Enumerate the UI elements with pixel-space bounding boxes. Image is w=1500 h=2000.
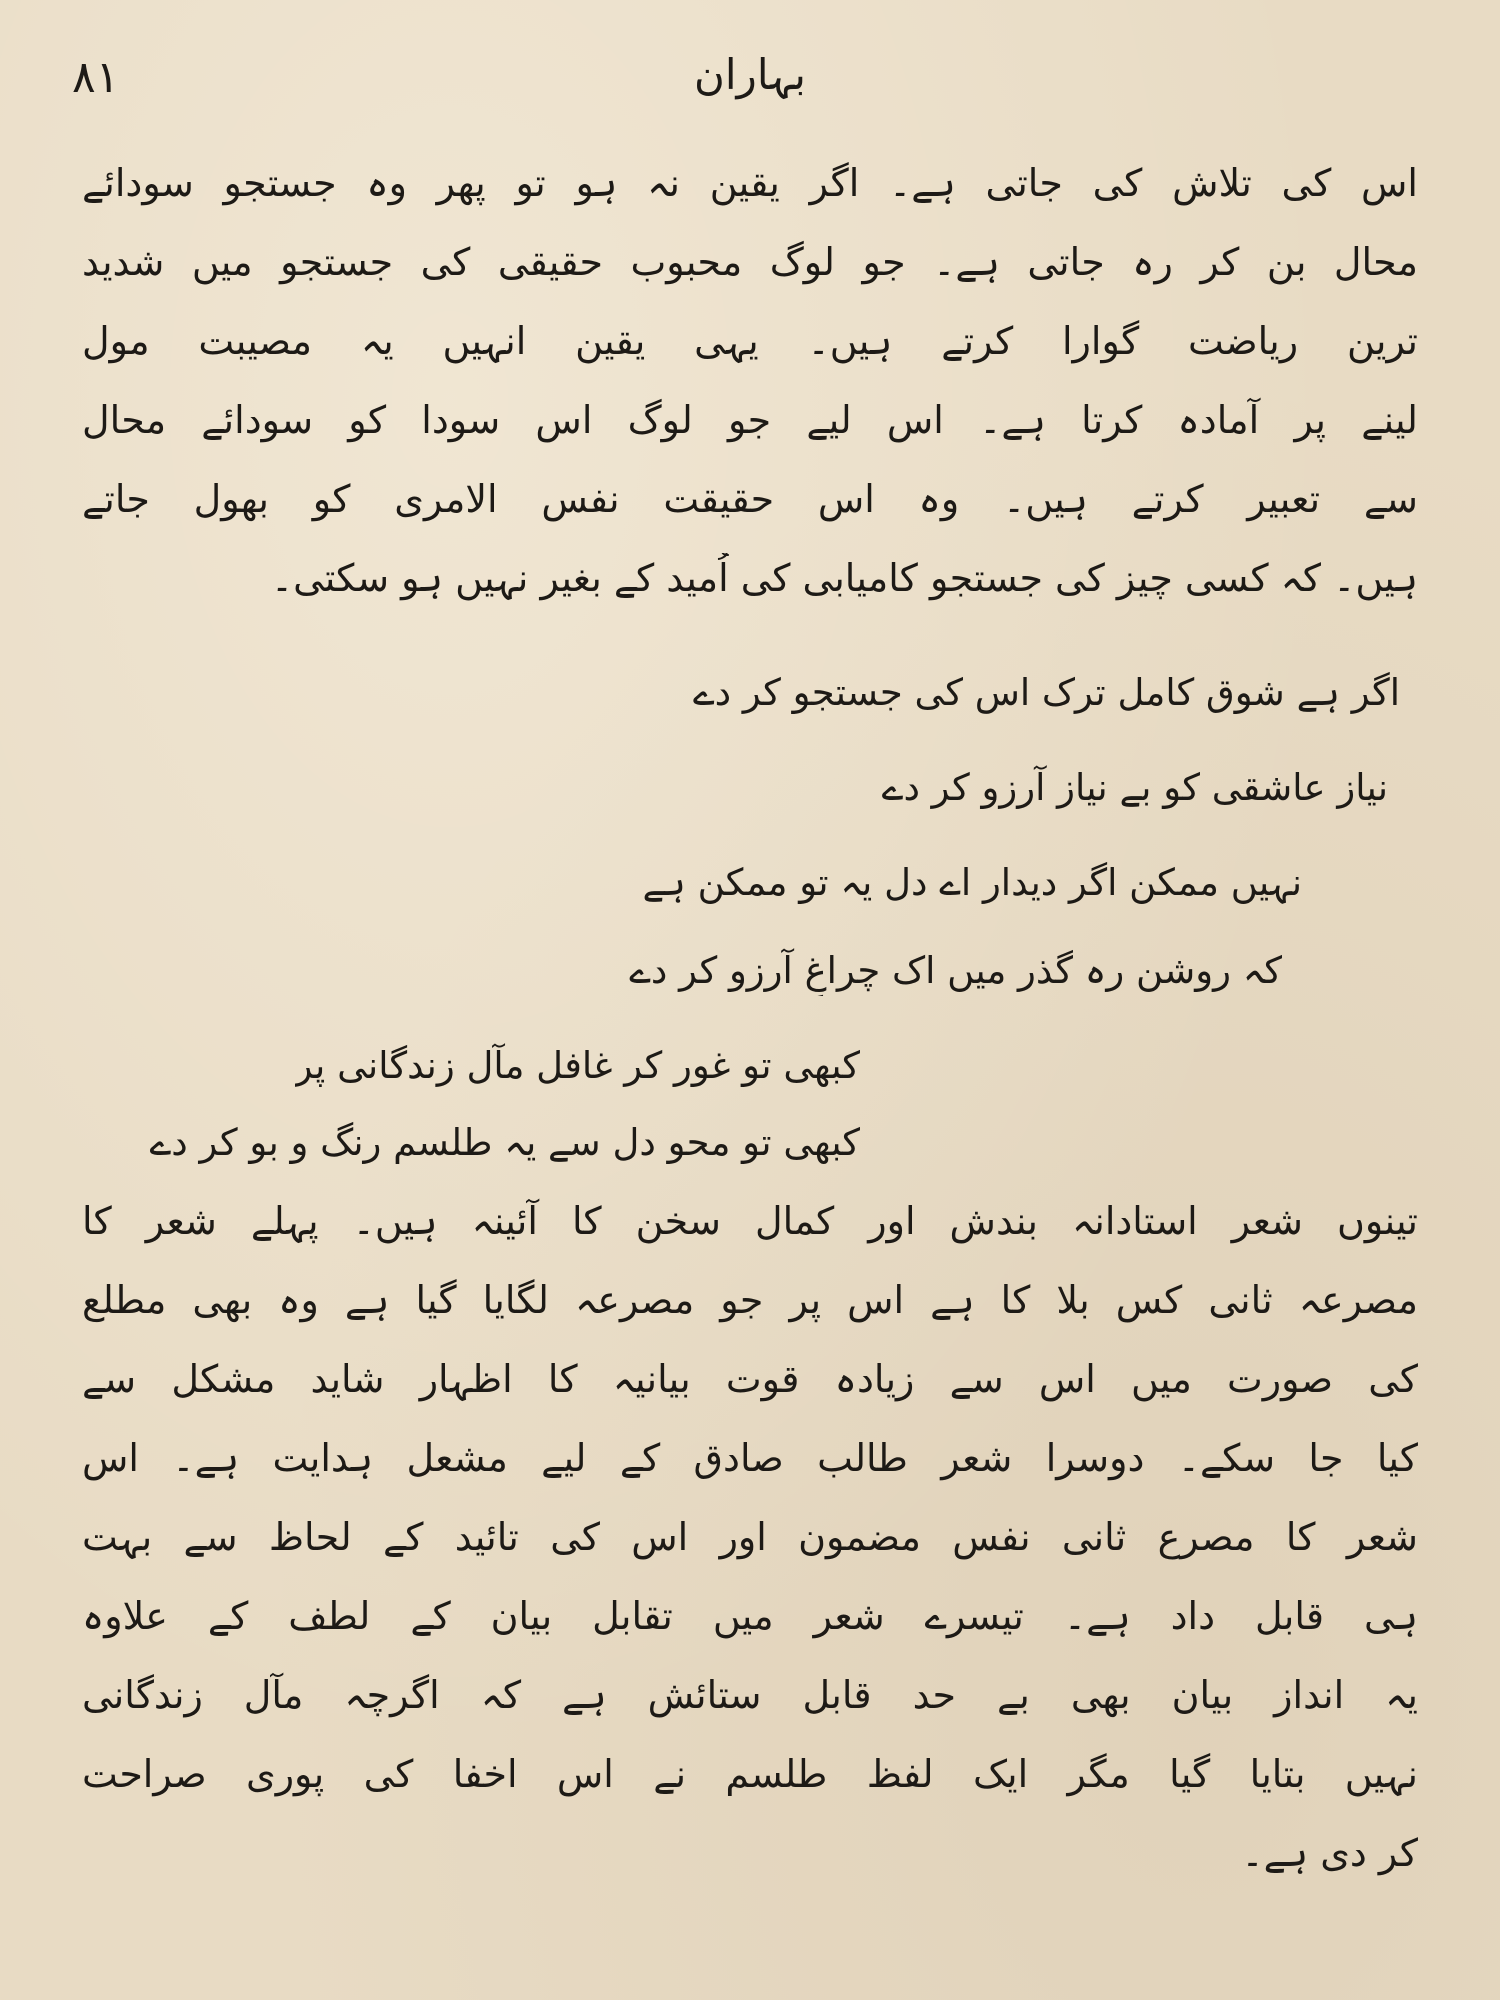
text-line: نہیں بتایا گیا مگر ایک لفظ طلسم نے اس اخفا کی پوری صراحت bbox=[82, 1752, 1418, 1796]
text-line: ہی قابل داد ہے۔ تیسرے شعر میں تقابل بیان کے لطف کے علاوہ bbox=[82, 1594, 1418, 1638]
running-header: بہاران bbox=[694, 50, 806, 99]
verse-line: کبھی تو محو دل سے یہ طلسم رنگ و بو کر دے bbox=[149, 1121, 860, 1164]
verse-line: نیاز عاشقی کو بے نیاز آرزو کر دے bbox=[881, 766, 1388, 809]
verse-line: کبھی تو غور کر غافل مآل زندگانی پر bbox=[294, 1044, 860, 1087]
verse-line: کہ روشن رہ گذر میں اک چراغِ آرزو کر دے bbox=[629, 949, 1282, 992]
verse-line: نہیں ممکن اگر دیدار اے دل یہ تو ممکن ہے bbox=[642, 861, 1302, 904]
text-line: کیا جا سکے۔ دوسرا شعر طالب صادق کے لیے مشعل ہدایت ہے۔ اس bbox=[82, 1436, 1418, 1480]
text-line: ترین ریاضت گوارا کرتے ہیں۔ یہی یقین انہیں یہ مصیبت مول bbox=[82, 319, 1418, 363]
text-line: شعر کا مصرع ثانی نفس مضمون اور اس کی تائید کے لحاظ سے بہت bbox=[82, 1515, 1418, 1559]
text-line: مصرعہ ثانی کس بلا کا ہے اس پر جو مصرعہ لگایا گیا ہے وہ بھی مطلع bbox=[82, 1278, 1418, 1322]
text-line: اس کی تلاش کی جاتی ہے۔ اگر یقین نہ ہو تو پھر وہ جستجو سودائے bbox=[82, 161, 1418, 205]
text-line: کر دی ہے۔ bbox=[1241, 1831, 1418, 1875]
text-line: ہیں۔ کہ کسی چیز کی جستجو کامیابی کی اُمید کے بغیر نہیں ہو سکتی۔ bbox=[270, 556, 1418, 600]
text-line: تینوں شعر استادانہ بندش اور کمال سخن کا آئینہ ہیں۔ پہلے شعر کا bbox=[82, 1199, 1418, 1243]
text-line: سے تعبیر کرتے ہیں۔ وہ اس حقیقت نفس الامری کو بھول جاتے bbox=[82, 477, 1418, 521]
text-line: لینے پر آمادہ کرتا ہے۔ اس لیے جو لوگ اس سودا کو سودائے محال bbox=[82, 398, 1418, 442]
text-line: کی صورت میں اس سے زیادہ قوت بیانیہ کا اظہار شاید مشکل سے bbox=[82, 1357, 1418, 1401]
page-number: ٨١ bbox=[72, 52, 120, 103]
text-line: محال بن کر رہ جاتی ہے۔ جو لوگ محبوب حقیقی کی جستجو میں شدید bbox=[82, 240, 1418, 284]
text-line: یہ انداز بیان بھی بے حد قابل ستائش ہے کہ اگرچہ مآل زندگانی bbox=[82, 1673, 1418, 1717]
verse-line: اگر ہے شوق کامل ترک اس کی جستجو کر دے bbox=[692, 671, 1400, 714]
